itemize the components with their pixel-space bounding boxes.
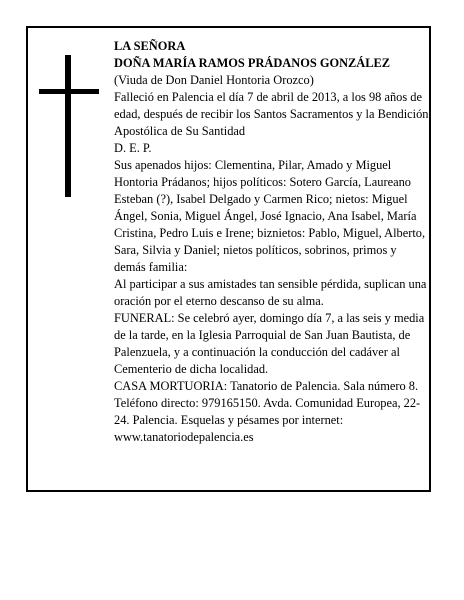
widow-line: (Viuda de Don Daniel Hontoria Orozco) xyxy=(114,73,314,87)
cross-vertical-bar xyxy=(65,55,71,197)
mortuary-paragraph: CASA MORTUORIA: Tanatorio de Palencia. Sala número 8. Teléfono directo: 979165150. Avda. Comunidad Europea, 22-24. Palencia. Esquelas y pésames por internet: www.tanatoriodepalencia.es xyxy=(114,379,421,444)
family-paragraph: Sus apenados hijos: Clementina, Pilar, Amado y Miguel Hontoria Prádanos; hijos políticos: Sotero García, Laureano Esteban (?), Isabel Delgado y Carmen Rico; nietos: Miguel Ángel, Sonia, Miguel Ángel, José Ignacio, Ana Isabel, María Cristina, Pedro Luis e Irene; biznietos: Pablo, Miguel, Alberto, Sara, Silvia y Daniel; nietos políticos, sobrinos, primos y demás familia: xyxy=(114,158,426,274)
rip-line: D. E. P. xyxy=(114,141,152,155)
obituary-text xyxy=(114,38,429,446)
heading: LA SEÑORA xyxy=(114,39,186,53)
deceased-name: DOÑA MARÍA RAMOS PRÁDANOS GONZÁLEZ xyxy=(114,56,391,70)
cross-horizontal-bar xyxy=(39,89,99,94)
funeral-paragraph: FUNERAL: Se celebró ayer, domingo día 7, a las seis y media de la tarde, en la Iglesia Parroquial de San Juan Bautista, de Palenzuela, y a continuación la conducción del cadáver al Cementerio de dicha localidad. xyxy=(114,311,425,376)
request-paragraph: Al participar a sus amistades tan sensible pérdida, suplican una oración por el eterno descanso de su alma. xyxy=(114,277,427,308)
death-paragraph: Falleció en Palencia el día 7 de abril de 2013, a los 98 años de edad, después de recibir los Santos Sacramentos y la Bendición Apostólica de Su Santidad xyxy=(114,90,429,138)
